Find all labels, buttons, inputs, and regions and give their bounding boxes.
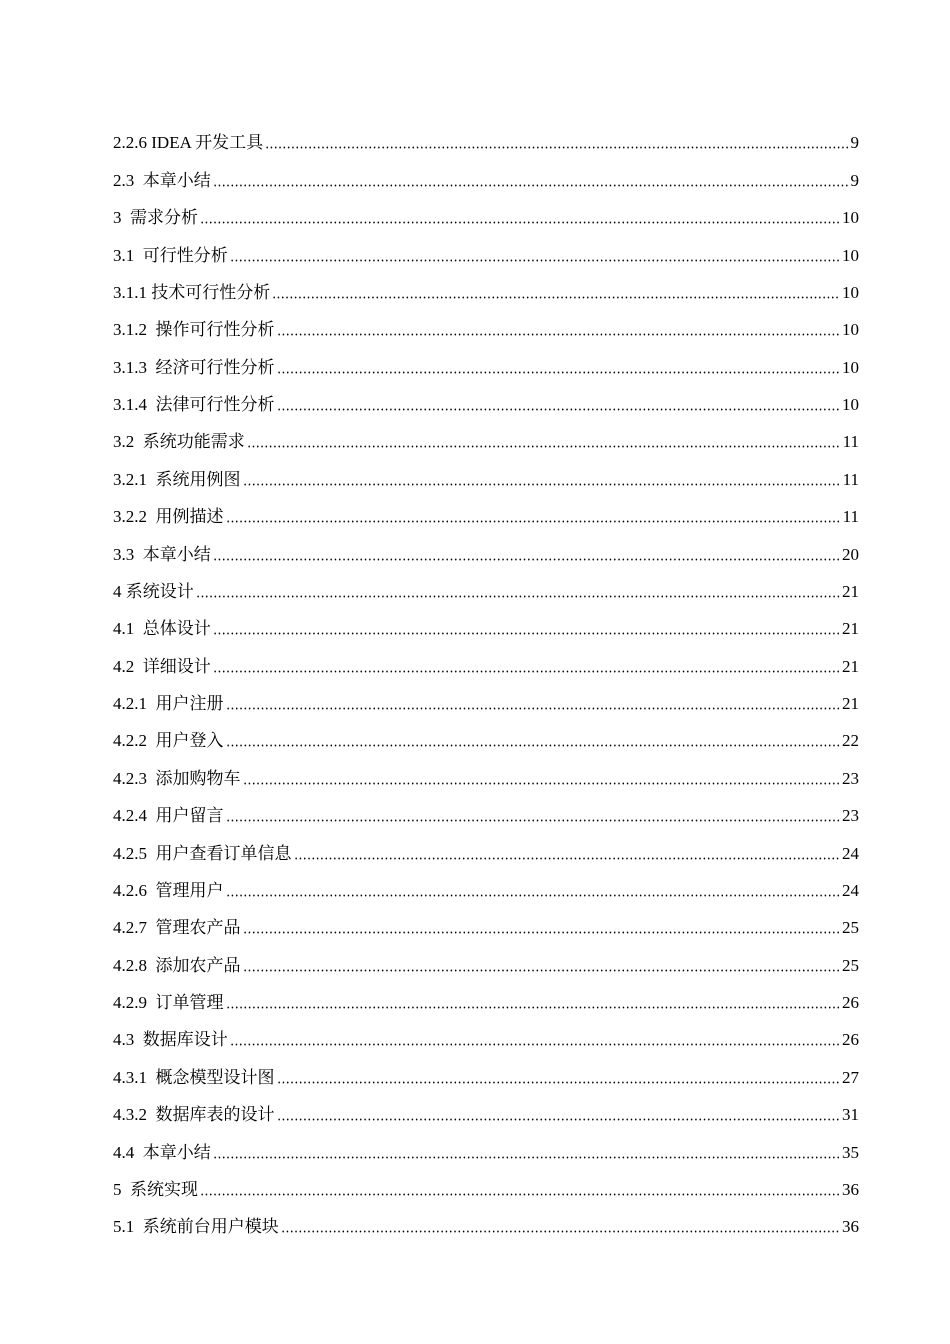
toc-entry-page: 25 [842,955,859,975]
dot-leader [277,333,841,336]
dot-leader [243,782,841,785]
toc-entry-title: 4.1 总体设计 [113,619,211,639]
toc-entry[interactable] [113,119,859,156]
toc-entry-page: 10 [842,208,859,228]
toc-entry-page: 11 [842,469,859,489]
toc-entry-title: 4.3 数据库设计 [113,1030,228,1050]
toc-entry-title: 4.2.2 用户登入 [113,731,224,751]
toc-entry[interactable] [113,194,859,231]
dot-leader [277,371,841,374]
toc-entry-page: 22 [842,731,859,751]
toc-entry-title: 3.1.2 操作可行性分析 [113,320,275,340]
toc-entry-page: 10 [842,357,859,377]
toc-entry-page: 20 [842,544,859,564]
toc-entry[interactable] [113,1091,859,1128]
toc-entry[interactable] [113,381,859,418]
toc-entry-page: 21 [842,581,859,601]
toc-entry-page: 26 [842,1030,859,1050]
dot-leader [200,221,840,224]
dot-leader [277,1081,841,1084]
toc-entry-page: 25 [842,918,859,938]
toc-entry-page: 26 [842,993,859,1012]
dot-leader [230,259,840,262]
toc-entry[interactable] [113,231,859,268]
toc-entry-page: 9 [850,170,859,190]
dot-leader [200,1193,840,1196]
toc-entry-title: 3.1.4 法律可行性分析 [113,395,275,414]
toc-entry-page: 21 [842,656,859,676]
toc-entry-title: 4 系统设计 [113,581,194,601]
toc-entry[interactable] [113,642,859,679]
toc-entry-page: 21 [842,619,859,639]
toc-entry[interactable] [113,568,859,605]
toc-entry-page: 35 [842,1142,859,1162]
toc-entry-page: 36 [842,1179,859,1199]
toc-entry-page: 10 [842,395,859,414]
toc-entry-title: 4.3.1 概念模型设计图 [113,1067,275,1087]
toc-entry[interactable] [113,418,859,455]
dot-leader [243,969,841,972]
toc-entry[interactable] [113,717,859,754]
toc-entry-page: 10 [842,320,859,340]
toc-entry-page: 31 [842,1105,859,1125]
toc-entry-title: 4.3.2 数据库表的设计 [113,1105,275,1125]
toc-entry-page: 24 [842,843,859,863]
toc-entry-page: 36 [842,1217,859,1237]
toc-entry-title: 4.2.1 用户注册 [113,694,224,713]
toc-entry-page: 23 [842,768,859,788]
toc-entry[interactable] [113,455,859,492]
toc-entry[interactable] [113,829,859,866]
toc-entry-title: 4.2.5 用户查看订单信息 [113,843,292,863]
toc-entry-title: 4.2.7 管理农产品 [113,918,241,938]
toc-entry[interactable] [113,530,859,567]
dot-leader [243,483,841,486]
dot-leader [226,894,841,897]
toc-entry-title: 4.4 本章小结 [113,1142,211,1162]
toc-entry[interactable] [113,867,859,904]
dot-leader [277,408,841,411]
toc-entry[interactable] [113,754,859,791]
toc-entry[interactable] [113,1128,859,1165]
toc-entry-title: 3 需求分析 [113,208,198,228]
dot-leader [226,819,841,822]
toc-entry-title: 3.3 本章小结 [113,544,211,564]
dot-leader [226,744,841,747]
toc-entry-title: 2.2.6 IDEA 开发工具 [113,133,264,153]
dot-leader [226,520,841,523]
toc-entry-title: 2.3 本章小结 [113,170,211,190]
toc-entry[interactable] [113,941,859,978]
dot-leader [213,558,840,561]
dot-leader [196,595,840,598]
dot-leader [272,296,840,299]
toc-entry[interactable] [113,156,859,193]
toc-entry[interactable] [113,792,859,829]
toc-entry-title: 3.2.2 用例描述 [113,507,224,527]
toc-entry[interactable] [113,1053,859,1090]
toc-entry-title: 4.2 详细设计 [113,656,211,676]
toc-entry[interactable] [113,306,859,343]
toc-entry-page: 10 [842,282,859,302]
toc-entry-page: 11 [842,507,859,527]
toc-entry-title: 3.1 可行性分析 [113,245,228,265]
toc-entry-title: 5.1 系统前台用户模块 [113,1217,279,1237]
toc-entry-title: 4.2.8 添加农产品 [113,955,241,975]
dot-leader [213,184,849,187]
toc-entry-title: 3.2 系统功能需求 [113,432,245,452]
dot-leader [213,632,840,635]
dot-leader [247,445,841,448]
dot-leader [226,707,841,710]
toc-entry-title: 5 系统实现 [113,1179,198,1199]
dot-leader [281,1230,840,1233]
toc-entry-title: 4.2.4 用户留言 [113,806,224,826]
table-of-contents [113,119,859,1240]
dot-leader [230,1043,840,1046]
toc-entry-title: 3.2.1 系统用例图 [113,469,241,489]
toc-entry[interactable] [113,904,859,941]
toc-entry-title: 3.1.1 技术可行性分析 [113,282,271,302]
toc-entry[interactable] [113,1203,859,1240]
dot-leader [265,146,848,149]
toc-entry-page: 27 [842,1067,859,1087]
toc-entry-page: 23 [842,806,859,826]
toc-entry[interactable] [113,979,859,1016]
toc-entry-title: 4.2.9 订单管理 [113,993,224,1012]
toc-entry-title: 4.2.3 添加购物车 [113,768,241,788]
toc-entry[interactable] [113,1016,859,1053]
toc-entry[interactable] [113,1166,859,1203]
dot-leader [294,857,841,860]
toc-entry[interactable] [113,680,859,717]
toc-entry-page: 9 [850,133,859,153]
toc-entry-page: 21 [842,694,859,713]
dot-leader [226,1006,841,1009]
toc-entry[interactable] [113,343,859,380]
toc-entry-page: 11 [842,432,859,452]
toc-entry-page: 24 [842,880,859,900]
toc-entry[interactable] [113,605,859,642]
toc-entry[interactable] [113,269,859,306]
dot-leader [213,670,840,673]
dot-leader [277,1118,841,1121]
toc-entry-page: 10 [842,245,859,265]
dot-leader [213,1156,840,1159]
toc-entry-title: 3.1.3 经济可行性分析 [113,357,275,377]
dot-leader [243,931,841,934]
toc-entry[interactable] [113,493,859,530]
toc-entry-title: 4.2.6 管理用户 [113,880,224,900]
